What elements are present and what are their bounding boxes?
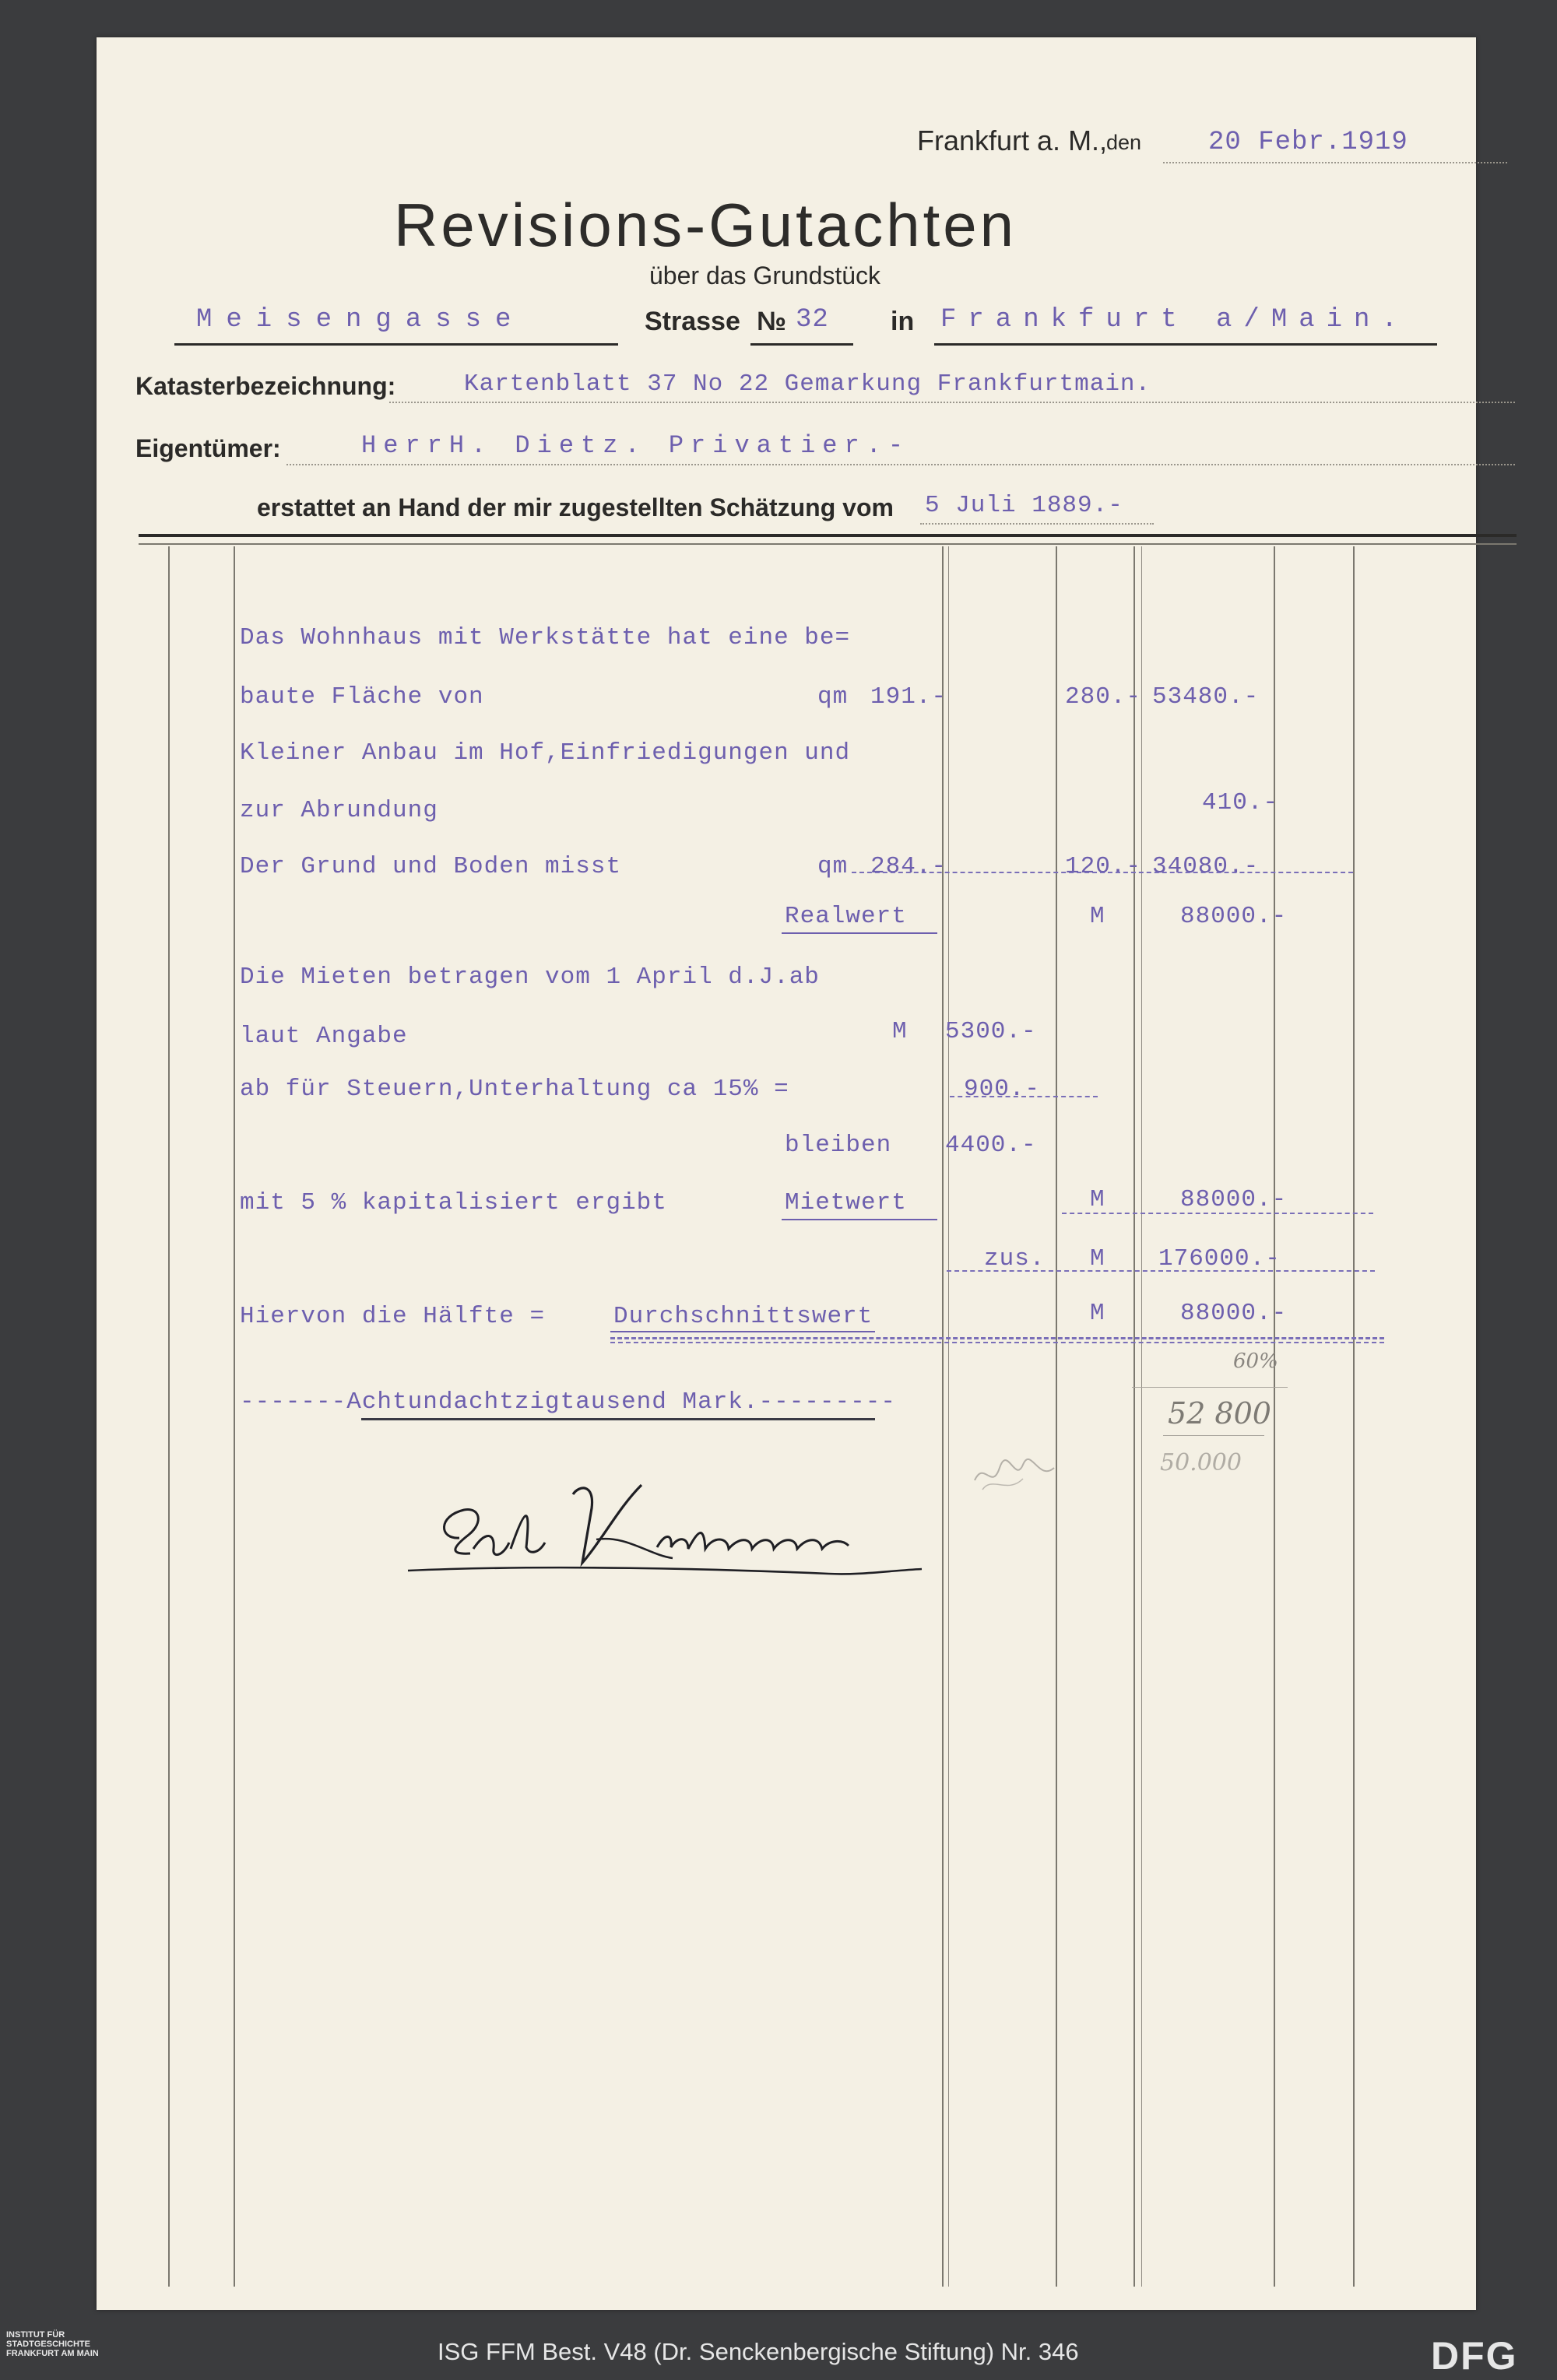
line-kapitalisiert: mit 5 % kapitalisiert ergibt [240, 1189, 667, 1216]
pencil-underline [1163, 1435, 1264, 1436]
line-haelfte: Hiervon die Hälfte = [240, 1303, 546, 1330]
signature [392, 1462, 984, 1594]
header-rule [139, 534, 1517, 537]
dfg-logo: DFG [1431, 2334, 1518, 2378]
realwert-currency: M [1090, 903, 1105, 930]
pencil-percent: 60% [1233, 1350, 1278, 1373]
grund-rate: 120.- [1065, 853, 1142, 880]
steuern-value: 900.- [964, 1076, 1041, 1103]
institution-label: INSTITUT FÜR STADTGESCHICHTE FRANKFURT AM MAIN [6, 2330, 99, 2358]
in-label: in [891, 307, 915, 336]
den-label: den [1106, 131, 1142, 154]
zus-dashline [947, 1270, 1375, 1272]
column-line-4 [1056, 546, 1057, 2287]
grund-value: 34080.- [1152, 853, 1260, 880]
bleiben-label: bleiben [785, 1132, 892, 1159]
zus-value: 176000.- [1158, 1245, 1281, 1272]
street-underline [174, 343, 618, 346]
estimate-label: erstattet an Hand der mir zugestellten Schätzung vom [257, 493, 894, 521]
kataster-dotline [389, 402, 1515, 403]
kataster-label: Katasterbezeichnung: [135, 372, 396, 400]
place-label: Frankfurt a. M., [917, 125, 1108, 156]
grund-area: 284.- [870, 853, 947, 880]
durchschnitt-double-line [610, 1337, 1384, 1339]
column-line-5b [1141, 546, 1142, 2287]
number-label: № [757, 307, 786, 336]
flaeche-value: 53480.- [1152, 683, 1260, 711]
header-rule-thin [139, 543, 1517, 545]
column-line-3b [948, 546, 949, 2287]
mietwert-underline [782, 1219, 937, 1220]
number-value: 32 [796, 305, 829, 335]
durchschnitt-underline [610, 1331, 875, 1332]
line-grund: Der Grund und Boden misst [240, 853, 622, 880]
line-anbau: Kleiner Anbau im Hof,Einfriedigungen und [240, 739, 851, 767]
durchschnitt-double-line-2 [610, 1342, 1384, 1343]
bleiben-value: 4400.- [945, 1132, 1037, 1159]
mietwert-dashline [1062, 1213, 1373, 1214]
owner-value: HerrH. Dietz. Privatier.- [361, 431, 911, 460]
durchschnitt-currency: M [1090, 1300, 1105, 1327]
column-line-1 [168, 546, 170, 2287]
steuern-underline [950, 1096, 1098, 1097]
mietwert-currency: M [1090, 1186, 1105, 1213]
estimate-dotline [920, 523, 1154, 525]
words-underline [361, 1418, 875, 1420]
durchschnitt-value: 88000.- [1180, 1300, 1288, 1327]
date-dotline [1163, 162, 1507, 163]
pencil-line [1132, 1387, 1288, 1388]
zus-currency: M [1090, 1245, 1105, 1272]
grund-underline [852, 872, 1353, 873]
pencil-calculation: 52 800 [1168, 1396, 1271, 1430]
column-line-5 [1133, 546, 1135, 2287]
city-underline [934, 343, 1437, 346]
estimate-value: 5 Juli 1889.- [925, 492, 1123, 519]
archive-reference: ISG FFM Best. V48 (Dr. Senckenbergische Stiftung) Nr. 346 [438, 2338, 1079, 2365]
column-line-7 [1353, 546, 1355, 2287]
realwert-label: Realwert [785, 903, 907, 930]
owner-label: Eigentümer: [135, 434, 281, 462]
owner-dotline [286, 464, 1515, 465]
column-line-2 [234, 546, 235, 2287]
line-wohnhaus: Das Wohnhaus mit Werkstätte hat eine be= [240, 624, 851, 651]
flaeche-area: 191.- [870, 683, 947, 711]
mietwert-value: 88000.- [1180, 1186, 1288, 1213]
zus-label: zus. [984, 1245, 1046, 1272]
document-title: Revisions-Gutachten [394, 191, 1017, 259]
durchschnitt-label: Durchschnittswert [613, 1303, 873, 1330]
date-value: 20 Febr.1919 [1208, 128, 1408, 157]
line-flaeche: baute Fläche von [240, 683, 484, 711]
city-value: Frankfurt a/Main. [940, 305, 1409, 335]
mietwert-label: Mietwert [785, 1189, 907, 1216]
grund-unit: qm [817, 853, 849, 880]
angabe-currency: M [892, 1018, 908, 1045]
amount-in-words: -------Achtundachtzigtausend Mark.--------- [240, 1388, 896, 1416]
number-underline [750, 343, 853, 346]
flaeche-rate: 280.- [1065, 683, 1142, 711]
line-mieten: Die Mieten betragen vom 1 April d.J.ab [240, 964, 820, 991]
street-value: Meisengasse [196, 305, 525, 335]
document-page [97, 37, 1476, 2310]
realwert-value: 88000.- [1180, 903, 1288, 930]
line-angabe: laut Angabe [240, 1023, 408, 1050]
realwert-underline [782, 932, 937, 934]
line-steuern: ab für Steuern,Unterhaltung ca 15% = [240, 1076, 789, 1103]
kataster-value: Kartenblatt 37 No 22 Gemarkung Frankfurtmain. [464, 370, 1151, 398]
pencil-note: 50.000 [1160, 1449, 1242, 1476]
angabe-value: 5300.- [945, 1018, 1037, 1045]
archive-footer [0, 2327, 1557, 2380]
strasse-label: Strasse [645, 307, 740, 336]
abrundung-value: 410.- [1202, 789, 1279, 816]
document-subtitle: über das Grundstück [649, 262, 881, 290]
flaeche-unit: qm [817, 683, 849, 711]
column-line-3 [942, 546, 944, 2287]
line-abrundung: zur Abrundung [240, 797, 438, 824]
